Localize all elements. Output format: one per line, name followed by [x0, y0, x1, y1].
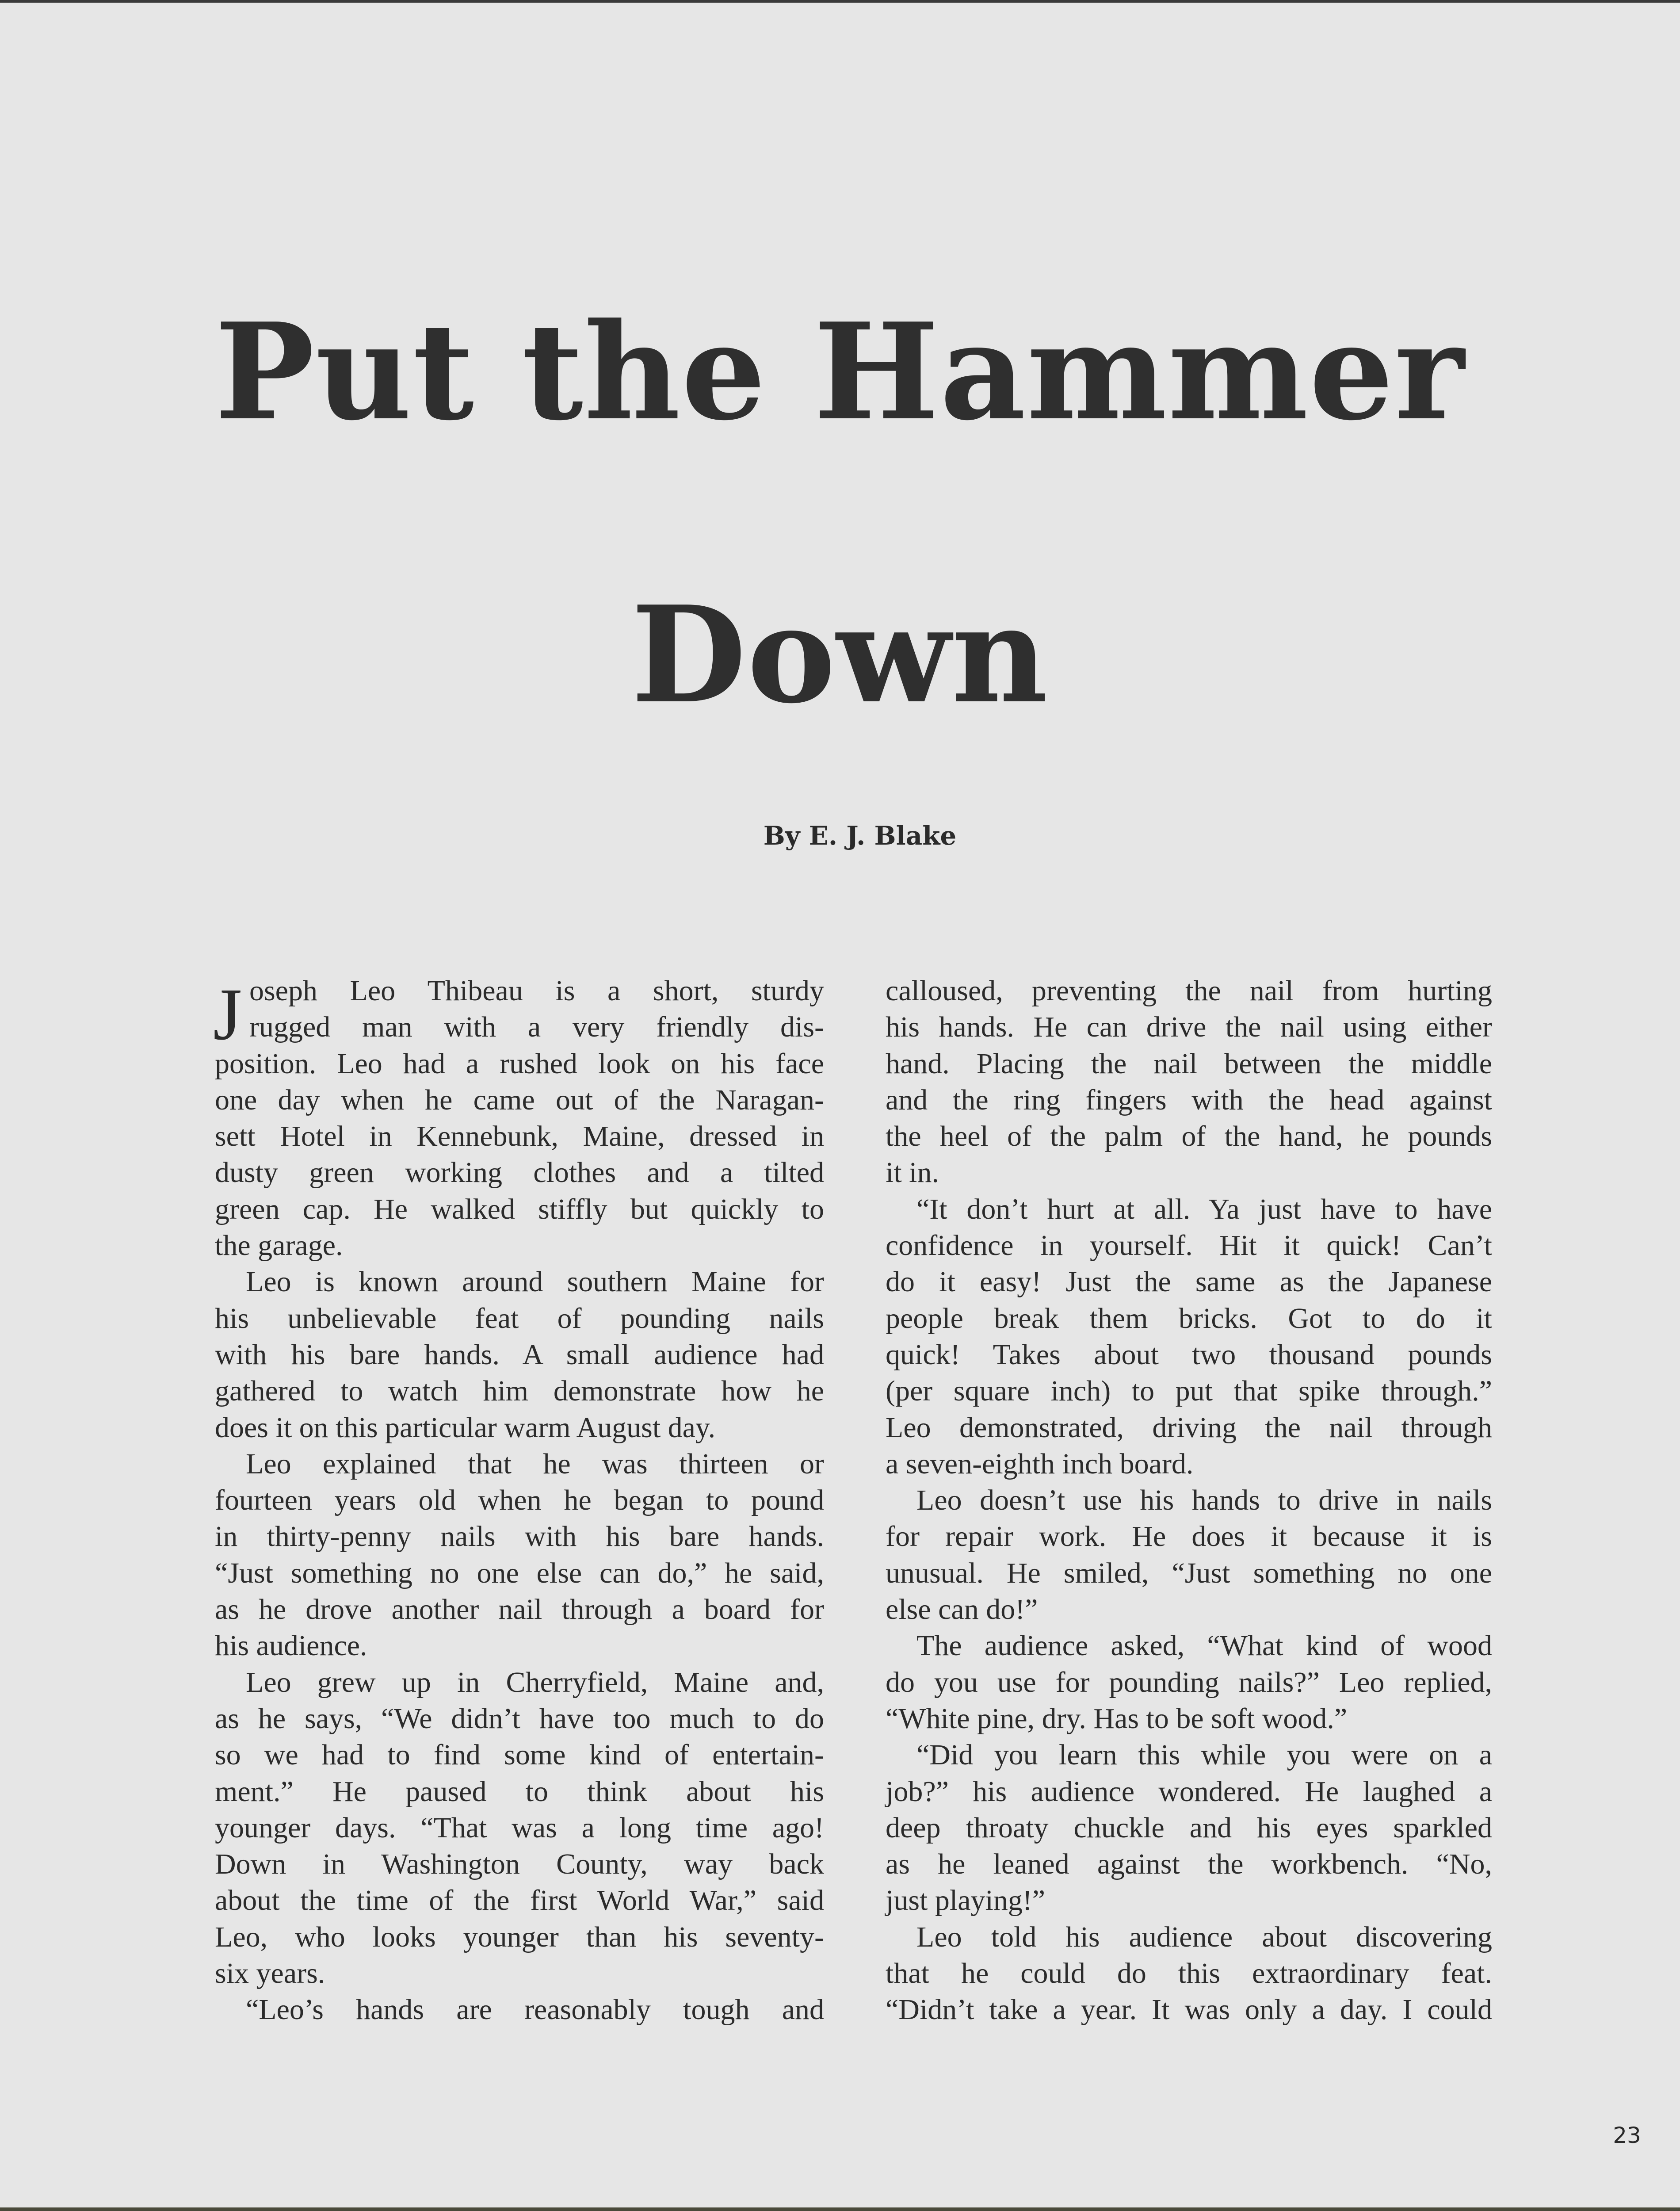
text-line: fourteen years old when he began to pound	[215, 1484, 824, 1517]
text-line: it in.	[886, 1156, 939, 1189]
text-line: do you use for pounding nails?” Leo replied,	[886, 1666, 1492, 1698]
text-line: as he says, “We didn’t have too much to do	[215, 1702, 824, 1735]
text-line: and the ring fingers with the head against	[886, 1083, 1492, 1116]
text-line: “Leo’s hands are reasonably tough and	[246, 1993, 824, 2026]
text-line: quick! Takes about two thousand pounds	[886, 1338, 1492, 1371]
text-line: his audience.	[215, 1630, 367, 1662]
text-line: in thirty-penny nails with his bare hands.	[215, 1520, 824, 1553]
text-line: does it on this particular warm August day.	[215, 1411, 716, 1444]
text-line: calloused, preventing the nail from hurting	[886, 975, 1492, 1007]
text-line: Leo explained that he was thirteen or	[246, 1447, 824, 1480]
text-line: about the time of the first World War,” said	[215, 1884, 824, 1917]
text-line: job?” his audience wondered. He laughed a	[886, 1775, 1492, 1808]
page-bottom-edge	[0, 2207, 1680, 2211]
text-line: his unbelievable feat of pounding nails	[215, 1302, 824, 1335]
text-line: a seven-eighth inch board.	[886, 1447, 1194, 1480]
page-number: 23	[1613, 2123, 1641, 2148]
text-line: his hands. He can drive the nail using either	[886, 1011, 1492, 1044]
body-column-right	[886, 973, 1492, 2028]
text-line: sett Hotel in Kennebunk, Maine, dressed in	[215, 1120, 824, 1153]
text-line: for repair work. He does it because it is	[886, 1520, 1492, 1553]
text-line: people break them bricks. Got to do it	[886, 1302, 1492, 1335]
text-line: just playing!”	[886, 1884, 1046, 1917]
text-line: Leo, who looks younger than his seventy-	[215, 1920, 824, 1953]
text-line: The audience asked, “What kind of wood	[916, 1630, 1492, 1662]
text-line: deep throaty chuckle and his eyes sparkled	[886, 1811, 1492, 1844]
text-line: Down in Washington County, way back	[215, 1848, 824, 1881]
text-line: “Didn’t take a year. It was only a day. I could	[886, 1993, 1492, 2026]
drop-cap: J	[213, 973, 242, 1056]
text-line: Leo is known around southern Maine for	[246, 1266, 824, 1298]
text-line: hand. Placing the nail between the middle	[886, 1047, 1492, 1080]
text-line: rugged man with a very friendly dis-	[249, 1011, 824, 1044]
text-line: that he could do this extraordinary feat.	[886, 1957, 1492, 1990]
text-line: position. Leo had a rushed look on his face	[215, 1047, 824, 1080]
text-line: confidence in yourself. Hit it quick! Can’t	[886, 1229, 1492, 1262]
text-line: gathered to watch him demonstrate how he	[215, 1375, 824, 1408]
text-line: younger days. “That was a long time ago!	[215, 1811, 824, 1844]
text-line: the heel of the palm of the hand, he pounds	[886, 1120, 1492, 1153]
body-column-left	[215, 973, 824, 2028]
text-line: as he leaned against the workbench. “No,	[886, 1848, 1492, 1881]
text-line: Leo told his audience about discovering	[916, 1920, 1492, 1953]
text-line: ment.” He paused to think about his	[215, 1775, 824, 1808]
text-line: unusual. He smiled, “Just something no one	[886, 1557, 1492, 1589]
text-line: (per square inch) to put that spike through.”	[886, 1375, 1492, 1408]
text-line: one day when he came out of the Naragan-	[215, 1083, 824, 1116]
text-line: green cap. He walked stiffly but quickly to	[215, 1193, 824, 1225]
text-line: “Just something no one else can do,” he said,	[215, 1557, 824, 1589]
text-line: Leo grew up in Cherryfield, Maine and,	[246, 1666, 824, 1698]
text-line: oseph Leo Thibeau is a short, sturdy	[249, 975, 824, 1007]
byline: By E. J. Blake	[763, 821, 957, 851]
page-top-edge	[0, 0, 1680, 3]
text-line: Leo doesn’t use his hands to drive in nails	[916, 1484, 1492, 1517]
text-line: six years.	[215, 1957, 325, 1990]
text-line: Leo demonstrated, driving the nail through	[886, 1411, 1492, 1444]
text-line: “White pine, dry. Has to be soft wood.”	[886, 1702, 1348, 1735]
article-title-line-2: Down	[631, 577, 1049, 733]
text-line: with his bare hands. A small audience had	[215, 1338, 824, 1371]
text-line: “Did you learn this while you were on a	[916, 1739, 1492, 1771]
text-line: so we had to find some kind of entertain-	[215, 1739, 824, 1771]
text-line: dusty green working clothes and a tilted	[215, 1156, 824, 1189]
text-line: the garage.	[215, 1229, 343, 1262]
text-line: as he drove another nail through a board for	[215, 1593, 824, 1626]
text-line: do it easy! Just the same as the Japanese	[886, 1266, 1492, 1298]
text-line: “It don’t hurt at all. Ya just have to have	[916, 1193, 1492, 1225]
article-title-line-1: Put the Hammer	[214, 294, 1466, 450]
text-line: else can do!”	[886, 1593, 1038, 1626]
